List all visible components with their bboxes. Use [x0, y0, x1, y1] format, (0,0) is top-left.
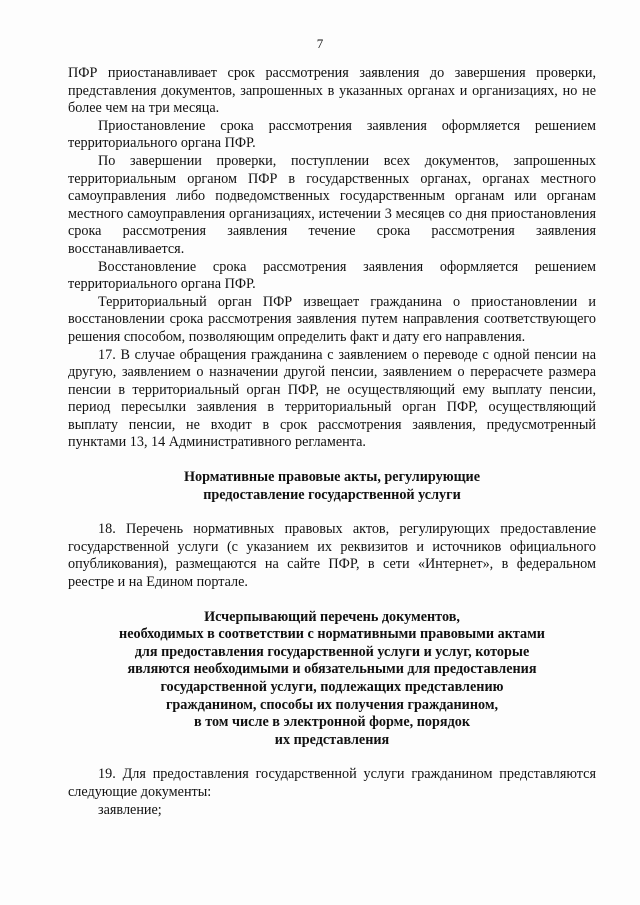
paragraph-18: 18. Перечень нормативных правовых актов, регулирующих предоставление государственной услуги (с указанием их реквизитов и источников официального опубликования), размещаются на сайте ПФР, в сети «Интернет», в федеральном реестре и на Едином портале.: [68, 521, 596, 591]
page-number: 7: [316, 36, 324, 51]
heading-line: государственной услуги, подлежащих представлению: [160, 679, 504, 695]
paragraph-term-resumption: По завершении проверки, поступлении всех документов, запрошенных территориальным органом ПФР в государственных органах, органах местного самоуправления либо подведомственных государственным органам или органам местного самоуправления организациях, истечении 3 месяцев со дня приостановления срока рассмотрения заявления течение срока рассмотрения заявления восстанавливается.: [68, 152, 596, 257]
heading-line: Исчерпывающий перечень документов,: [204, 608, 460, 625]
heading-line: в том числе в электронной форме, порядок: [193, 714, 471, 731]
spacer: [68, 592, 596, 609]
heading-line: гражданином, способы их получения гражданином,: [165, 696, 499, 713]
section-heading-documents-list: [68, 609, 596, 750]
section-heading-regulatory-acts: [68, 469, 596, 504]
paragraph-17: 17. В случае обращения гражданина с заявлением о переводе с одной пенсии на другую, заявлением о назначении другой пенсии, заявлением о перерасчете размера пенсии в территориальный орган ПФР, не осуществляющий ему выплату пенсии, период пересылки заявления в территориальный орган ПФР, осуществляющий выплату пенсии, не входит в срок рассмотрения заявления, предусмотренный пунктами 13, 14 Административного регламента.: [68, 346, 596, 451]
paragraph-19: 19. Для предоставления государственной услуги гражданином представляются следующие документы:: [68, 766, 596, 800]
heading-line: являются необходимыми и обязательными для предоставления: [127, 661, 537, 678]
heading-line: Нормативные правовые акты, регулирующие: [183, 469, 481, 486]
paragraph-19-item-application: заявление;: [98, 801, 162, 818]
paragraph-resumption-decision: Восстановление срока рассмотрения заявления оформляется решением территориального органа ПФР.: [68, 258, 596, 293]
heading-line: необходимых в соответствии с нормативными правовыми актами: [119, 626, 545, 643]
spacer: [68, 504, 596, 521]
paragraph-suspension-terms: ПФР приостанавливает срок рассмотрения заявления до завершения проверки, представления документов, запрошенных в указанных органах и организациях, но не более чем на три месяца.: [68, 65, 596, 117]
heading-line: для предоставления государственной услуги и услуг, которые: [134, 643, 530, 660]
paragraph-citizen-notification: Территориальный орган ПФР извещает гражданина о приостановлении и восстановлении срока рассмотрения заявления путем направления соответствующего решения способом, позволяющим определить факт и дату его направления.: [68, 293, 596, 345]
spacer: [68, 749, 596, 766]
heading-line: их представления: [274, 731, 390, 748]
heading-line: предоставление государственной услуги: [203, 486, 461, 503]
spacer: [68, 452, 596, 469]
document-body: [68, 65, 596, 819]
paragraph-suspension-decision: Приостановление срока рассмотрения заявления оформляется решением территориального органа ПФР.: [68, 117, 596, 152]
